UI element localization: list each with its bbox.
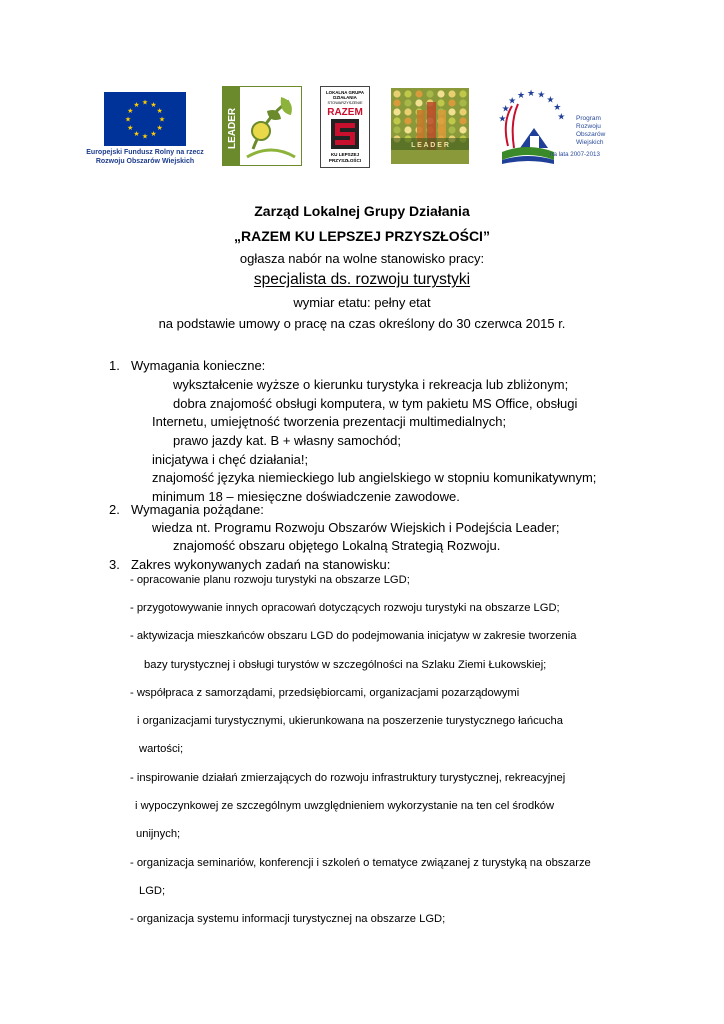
prow-line-1: Program bbox=[576, 115, 601, 122]
task-item: - współpraca z samorządami, przedsiębiorcami, organizacjami pozarządowymi bbox=[130, 687, 520, 699]
eu-star-icon: ★ bbox=[156, 124, 163, 132]
eu-caption-line-1: Europejski Fundusz Rolny na rzecz bbox=[86, 149, 204, 156]
mosaic-dot bbox=[448, 99, 455, 106]
mosaic-dot bbox=[448, 90, 455, 97]
task-item-continuation: i wypoczynkowej ze szczególnym uwzględnieniem wykorzystanie na ten cel środków bbox=[135, 800, 555, 812]
prow-years: na lata 2007-2013 bbox=[550, 151, 600, 158]
task-item-continuation: LGD; bbox=[139, 885, 166, 897]
employment-scope: wymiar etatu: pełny etat bbox=[293, 295, 431, 310]
prow-star-icon: ★ bbox=[516, 91, 526, 102]
eu-star-icon: ★ bbox=[158, 115, 166, 124]
list-item: wykształcenie wyższe o kierunku turystyka i rekreacja lub zbliżonym; bbox=[173, 377, 569, 392]
prow-line-3: Obszarów bbox=[576, 131, 606, 138]
mosaic-dot bbox=[437, 90, 444, 97]
leader-mosaic-logo bbox=[391, 88, 469, 164]
list-item: Internetu, umiejętność tworzenia prezentacji multimedialnych; bbox=[152, 414, 507, 429]
mosaic-dot bbox=[404, 126, 411, 133]
prow-star-icon: ★ bbox=[498, 114, 507, 125]
eu-star-icon: ★ bbox=[150, 100, 157, 109]
razem-line-3: STOWARZYSZENIE bbox=[327, 101, 363, 105]
mosaic-dot bbox=[448, 126, 455, 133]
mosaic-dot bbox=[448, 108, 455, 115]
prow-star-icon: ★ bbox=[527, 89, 536, 99]
eu-star-icon: ★ bbox=[133, 100, 140, 109]
eu-star-icon: ★ bbox=[156, 107, 163, 115]
mosaic-dot bbox=[426, 90, 433, 97]
mosaic-dot bbox=[459, 117, 466, 124]
title-line-1: Zarząd Lokalnej Grupy Działania bbox=[254, 203, 470, 219]
mosaic-dot bbox=[448, 117, 455, 124]
prow-line-4: Wiejskich bbox=[576, 139, 604, 146]
task-item: - aktywizacja mieszkańców obszaru LGD do podejmowania inicjatyw w zakresie tworzenia bbox=[130, 630, 577, 642]
mosaic-dot bbox=[404, 90, 411, 97]
section-3-number: 3. bbox=[109, 557, 120, 572]
eu-star-icon: ★ bbox=[141, 132, 149, 141]
task-item: - organizacja seminariów, konferencji i szkoleń o tematyce związanej z turystyką na obszarze bbox=[130, 857, 591, 869]
eu-star-icon: ★ bbox=[141, 98, 149, 107]
eu-star-icon: ★ bbox=[124, 115, 132, 124]
razem-name: RAZEM bbox=[327, 107, 363, 118]
list-item: prawo jazdy kat. B + własny samochód; bbox=[173, 433, 401, 448]
mosaic-dot bbox=[459, 108, 466, 115]
eu-star-icon: ★ bbox=[127, 107, 134, 115]
leader-logo bbox=[222, 86, 302, 166]
mosaic-dot bbox=[459, 126, 466, 133]
task-item-continuation: bazy turystycznej i obsługi turystów w szczególności na Szlaku Ziemi Łukowskiej; bbox=[144, 659, 547, 671]
razem-line-2: DZIAŁANIA bbox=[333, 95, 357, 100]
mosaic-dot bbox=[415, 99, 422, 106]
prow-star-icon: ★ bbox=[501, 104, 510, 115]
position-title: specjalista ds. rozwoju turystyki bbox=[253, 271, 471, 288]
razem-tagline-2: PRZYSZŁOŚCI bbox=[328, 158, 362, 163]
section-2-number: 2. bbox=[109, 502, 120, 517]
mosaic-dot bbox=[459, 99, 466, 106]
mosaic-dot bbox=[459, 90, 466, 97]
list-item: znajomość obszaru objętego Lokalną Strategią Rozwoju. bbox=[173, 538, 501, 553]
task-item-continuation: unijnych; bbox=[136, 828, 181, 840]
mosaic-dot bbox=[404, 117, 411, 124]
section-1-title: Wymagania konieczne: bbox=[131, 358, 266, 373]
eu-star-icon: ★ bbox=[133, 130, 140, 139]
mosaic-dot bbox=[393, 108, 400, 115]
task-item-continuation: wartości; bbox=[139, 743, 184, 755]
mosaic-dot bbox=[393, 99, 400, 106]
title-line-2: „RAZEM KU LEPSZEJ PRZYSZŁOŚCI” bbox=[234, 228, 490, 244]
list-item: znajomość języka niemieckiego lub angielskiego w stopniu komunikatywnym; bbox=[152, 470, 597, 485]
leader-mosaic-text: L E A D E R bbox=[411, 142, 449, 149]
mosaic-dot bbox=[393, 90, 400, 97]
razem-tagline-1: KU LEPSZEJ bbox=[330, 152, 360, 157]
mosaic-dot bbox=[393, 126, 400, 133]
prow-line-2: Rozwoju bbox=[576, 123, 601, 130]
logo-strip bbox=[0, 86, 724, 172]
razem-line-1: LOKALNA GRUPA bbox=[325, 90, 365, 95]
prow-2007-2013-logo bbox=[488, 86, 608, 166]
section-2-title: Wymagania pożądane: bbox=[131, 502, 264, 517]
prow-star-icon: ★ bbox=[508, 96, 517, 107]
eu-flag-logo bbox=[104, 92, 186, 146]
leader-logo-text: LEADER bbox=[227, 107, 238, 149]
task-item: - przygotowywanie innych opracowań dotyczących rozwoju turystyki na obszarze LGD; bbox=[130, 602, 560, 614]
mosaic-dot bbox=[404, 108, 411, 115]
prow-star-icon: ★ bbox=[553, 102, 562, 113]
eu-star-icon: ★ bbox=[150, 130, 157, 139]
section-1-number: 1. bbox=[109, 358, 120, 373]
mosaic-dot bbox=[415, 90, 422, 97]
razem-lgd-logo bbox=[320, 86, 370, 168]
mosaic-dot bbox=[437, 99, 444, 106]
eu-star-icon: ★ bbox=[127, 124, 134, 132]
prow-star-icon: ★ bbox=[546, 95, 555, 106]
list-item: minimum 18 – miesięczne doświadczenie zawodowe. bbox=[152, 489, 460, 504]
section-3-title: Zakres wykonywanych zadań na stanowisku: bbox=[131, 557, 391, 572]
mosaic-dot bbox=[393, 117, 400, 124]
task-item: - inspirowanie działań zmierzających do rozwoju infrastruktury turystycznej, rekreacyjnej bbox=[130, 772, 566, 784]
prow-star-icon: ★ bbox=[537, 90, 546, 101]
task-item-continuation: i organizacjami turystycznymi, ukierunkowana na poszerzenie turystycznego łańcucha bbox=[137, 715, 563, 727]
list-item: inicjatywa i chęć działania!; bbox=[152, 452, 309, 467]
list-item: dobra znajomość obsługi komputera, w tym pakietu MS Office, obsługi bbox=[173, 396, 578, 411]
list-item: wiedza nt. Programu Rozwoju Obszarów Wiejskich i Podejścia Leader; bbox=[152, 520, 560, 535]
contract-terms: na podstawie umowy o pracę na czas określony do 30 czerwca 2015 r. bbox=[158, 316, 566, 331]
eu-fund-caption bbox=[84, 149, 206, 166]
task-item: - organizacja systemu informacji turystycznej na obszarze LGD; bbox=[130, 913, 446, 925]
task-item: - opracowanie planu rozwoju turystyki na obszarze LGD; bbox=[130, 574, 410, 586]
prow-star-icon: ★ bbox=[557, 112, 566, 123]
announcement-text: ogłasza nabór na wolne stanowisko pracy: bbox=[239, 251, 485, 266]
mosaic-dot bbox=[404, 99, 411, 106]
eu-caption-line-2: Rozwoju Obszarów Wiejskich bbox=[95, 157, 195, 165]
